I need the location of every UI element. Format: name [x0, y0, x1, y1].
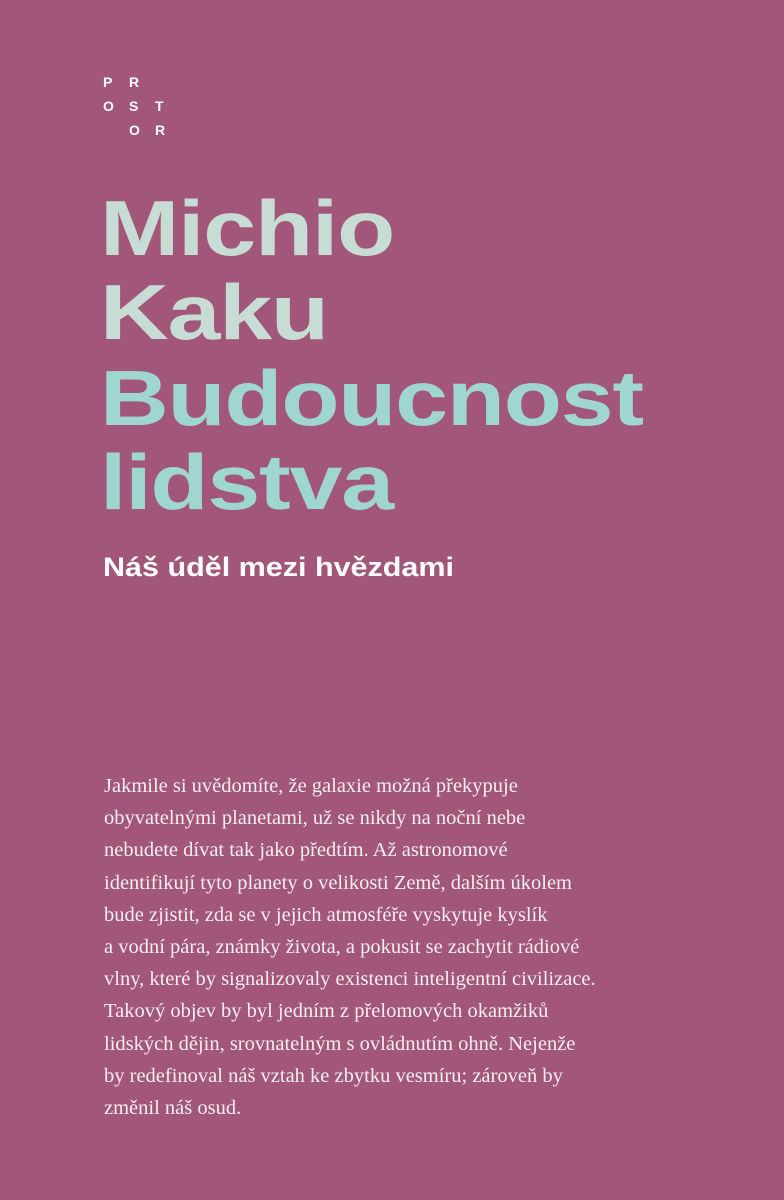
author-first-name: Michio: [100, 184, 395, 272]
blurb-line: vlny, které by signalizovaly existenci inteligentní civilizace.: [104, 968, 596, 991]
blurb-paragraph: [104, 770, 704, 1124]
title-line-1: Budoucnost: [100, 354, 643, 442]
logo-letter: S: [129, 98, 139, 114]
blurb-line: obyvatelnými planetami, už se nikdy na noční nebe: [104, 807, 526, 830]
blurb-line: a vodní pára, známky života, a pokusit se zachytit rádiové: [104, 935, 580, 958]
author-name: [100, 186, 394, 354]
logo-letter: O: [129, 122, 140, 138]
title-line-2: lidstva: [100, 438, 393, 526]
blurb-line: lidských dějin, srovnatelným s ovládnutím ohně. Nejenže: [104, 1032, 576, 1055]
blurb-line: Takový objev by byl jedním z přelomových okamžiků: [104, 1000, 549, 1023]
blurb-line: identifikují tyto planety o velikosti Země, dalším úkolem: [104, 871, 573, 894]
logo-letter: R: [155, 122, 166, 138]
logo-letter: R: [129, 74, 140, 90]
blurb-line: nebudete dívat tak jako předtím. Až astronomové: [104, 839, 508, 862]
blurb-line: Jakmile si uvědomíte, že galaxie možná překypuje: [104, 775, 518, 797]
blurb-line: by redefinoval náš vztah ke zbytku vesmíru; zároveň by: [104, 1064, 563, 1087]
book-title: [100, 356, 643, 524]
logo-letter: T: [155, 98, 164, 114]
logo-letter: O: [103, 98, 114, 114]
blurb-line: změnil náš osud.: [104, 1096, 242, 1119]
logo-letter: P: [103, 74, 113, 90]
author-last-name: Kaku: [100, 268, 328, 356]
publisher-logo: [103, 75, 173, 137]
book-subtitle: Náš úděl mezi hvězdami: [103, 552, 454, 582]
blurb-line: bude zjistit, zda se v jejich atmosféře vyskytuje kyslík: [104, 903, 548, 926]
